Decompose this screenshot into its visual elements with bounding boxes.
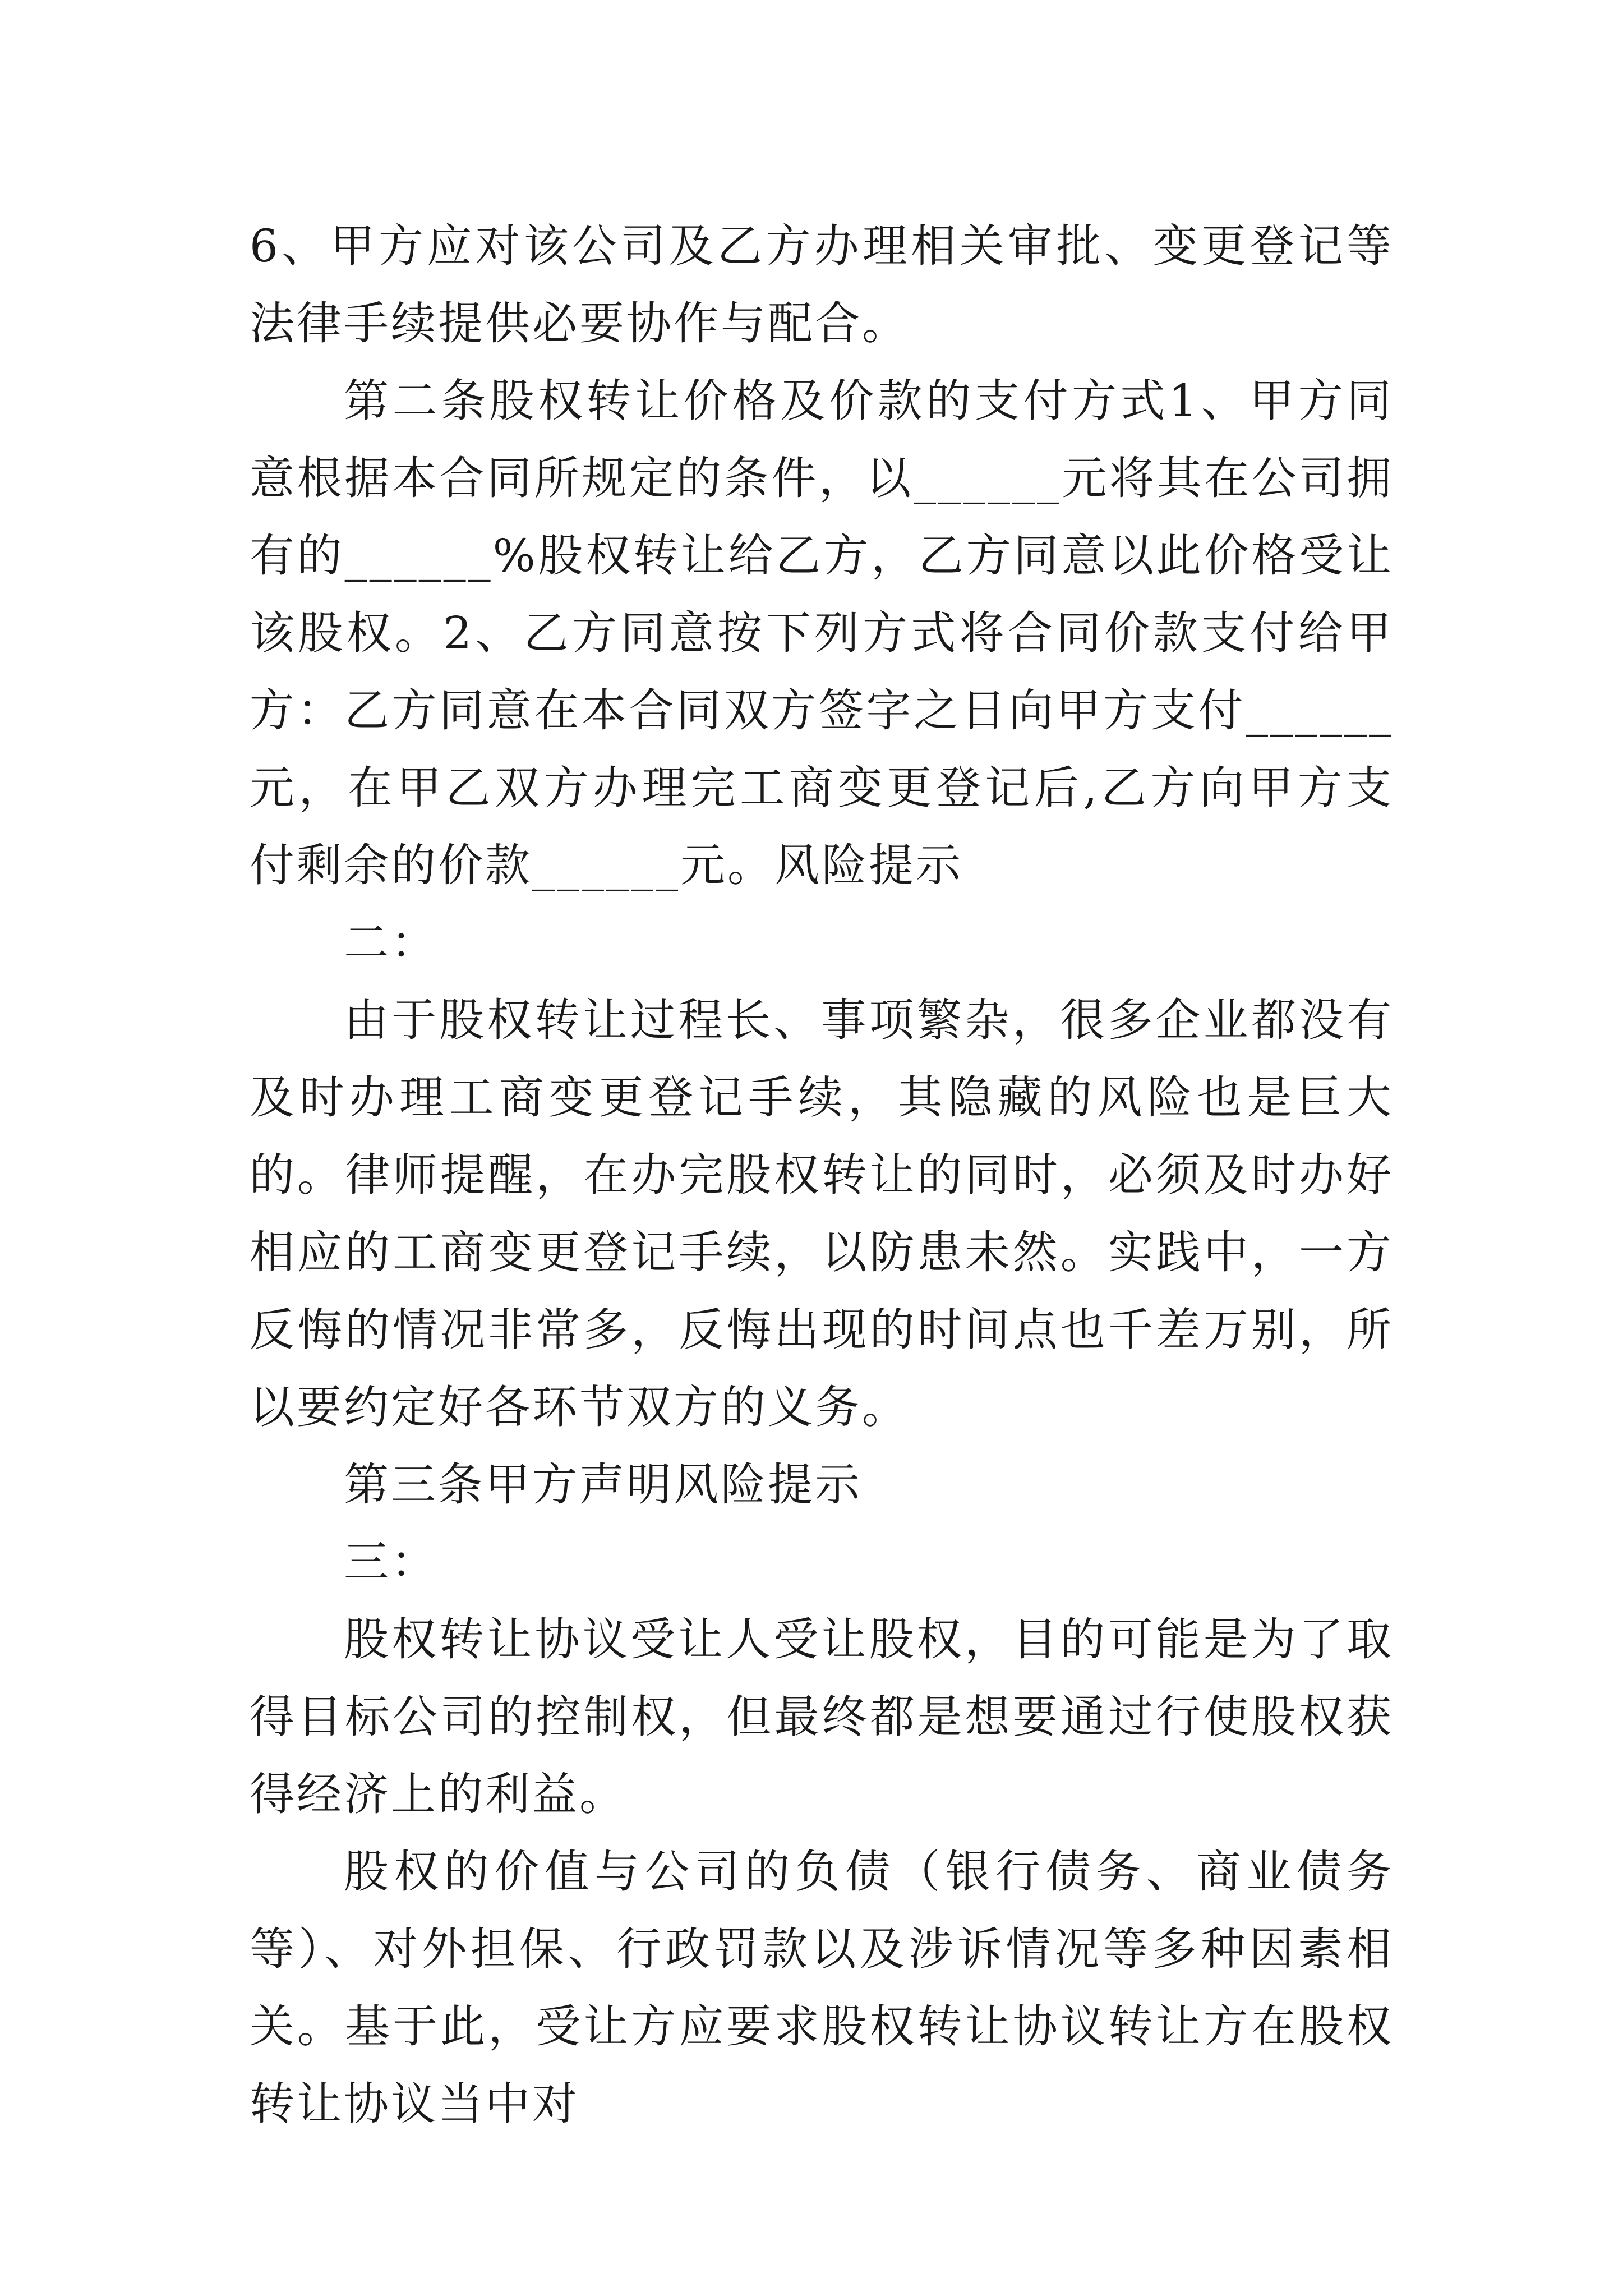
paragraph-risk-3-body-1: 股权转让协议受让人受让股权，目的可能是为了取得目标公司的控制权，但最终都是想要通过行使股权获得经济上的利益。 <box>250 1613 1394 1820</box>
paragraph-risk-2-body: 由于股权转让过程长、事项繁杂，很多企业都没有及时办理工商变更登记手续，其隐藏的风险也是巨大的。律师提醒，在办完股权转让的同时，必须及时办好相应的工商变更登记手续，以防患未然。实践中，一方反悔的情况非常多，反悔出现的时间点也千差万别，所以要约定好各环节双方的义务。 <box>250 994 1394 1433</box>
document-body <box>250 208 1394 2143</box>
paragraph-clause-6: 6、甲方应对该公司及乙方办理相关审批、变更登记等法律手续提供必要协作与配合。 <box>250 220 1394 349</box>
paragraph-risk-heading-2: 二： <box>344 917 438 969</box>
paragraph-article-3: 第三条甲方声明风险提示 <box>344 1458 862 1511</box>
paragraph-risk-heading-3: 三： <box>344 1536 438 1588</box>
paragraph-article-2: 第二条股权转让价格及价款的支付方式1、甲方同意根据本合同所规定的条件，以______元将其在公司拥有的______%股权转让给乙方，乙方同意以此价格受让该股权。2、乙方同意按下列方式将合同价款支付给甲方：乙方同意在本合同双方签字之日向甲方支付______元，在甲乙双方办理完工商变更登记后,乙方向甲方支付剩余的价款______元。风险提示 <box>250 375 1394 891</box>
paragraph-risk-3-body-2: 股权的价值与公司的负债（银行债务、商业债务等）、对外担保、行政罚款以及涉诉情况等多种因素相关。基于此，受让方应要求股权转让协议转让方在股权转让协议当中对 <box>250 1846 1394 2130</box>
